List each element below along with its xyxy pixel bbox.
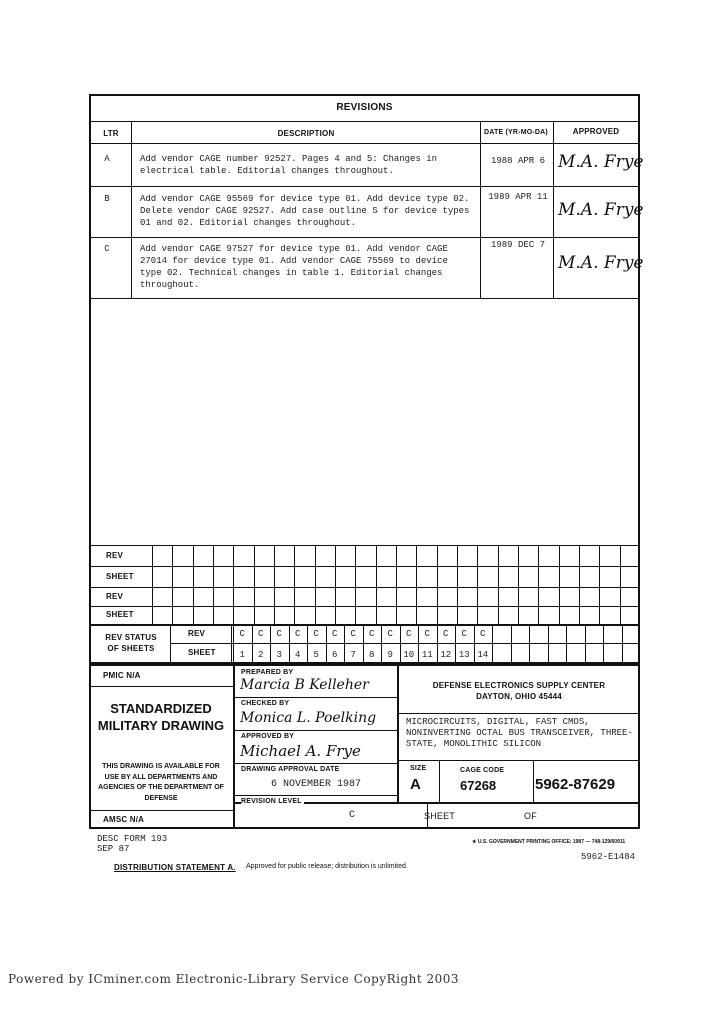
status-rev-cell: C [406, 629, 412, 639]
approval-date-label: DRAWING APPROVAL DATE [241, 766, 340, 773]
status-rev-cell: C [350, 629, 356, 639]
status-rev-cell: C [313, 629, 319, 639]
form-number: DESC FORM 193 [97, 834, 168, 844]
of-label: OF [524, 811, 537, 821]
grid-line [274, 545, 275, 624]
size-label: SIZE [410, 765, 427, 772]
status-rev-cell: C [461, 629, 467, 639]
status-rev-cell: C [258, 629, 264, 639]
approval-date-value: 6 NOVEMBER 1987 [270, 779, 361, 790]
col-header-approved: APPROVED [572, 127, 620, 136]
grid-line [599, 545, 600, 624]
grid-line [254, 545, 255, 624]
grid-line [315, 545, 316, 624]
availability-note: THIS DRAWING IS AVAILABLE FOR USE BY ALL DEPARTMENTS AND AGENCIES OF THE DEPARTMENT OF DEFENSE [98, 763, 224, 802]
status-rev-cell: C [443, 629, 449, 639]
rev-description-a: Add vendor CAGE number 92527. Pages 4 and 5: Changes in electrical table. Editorial changes throughout. [140, 154, 438, 176]
prepared-by-label: PREPARED BY [241, 669, 294, 676]
status-rev-cell: C [387, 629, 393, 639]
status-rev-cell: C [332, 629, 338, 639]
rev-approved-c: M.A. Frye [558, 253, 644, 273]
revisions-title: REVISIONS [336, 102, 393, 113]
grid-line [498, 545, 499, 624]
grid-rev-label-1: REV [106, 551, 124, 560]
col-header-ltr: LTR [103, 129, 119, 138]
agency-city: DAYTON, OHIO 45444 [476, 692, 562, 701]
status-sheet-cell: 4 [295, 650, 301, 660]
approved-by-signature: Michael A. Frye [240, 742, 361, 760]
rev-ltr-c: C [104, 244, 110, 254]
form-date: SEP 87 [97, 844, 130, 854]
grid-line [172, 545, 173, 624]
pmic-label: PMIC N/A [103, 671, 141, 680]
status-sheet-cell: 13 [458, 650, 470, 660]
grid-line [335, 545, 336, 624]
checked-by-label: CHECKED BY [241, 700, 290, 707]
grid-line [477, 545, 478, 624]
status-rev-label: REV [188, 629, 206, 638]
status-grid-line [511, 624, 512, 664]
grid-line [193, 545, 194, 624]
status-rev-cell: C [276, 629, 282, 639]
gpo-note: ★ U.S. GOVERNMENT PRINTING OFFICE: 1987 — 748-129/60911 [472, 839, 626, 845]
status-sheet-cell: 9 [387, 650, 393, 660]
status-grid-line [492, 624, 493, 664]
status-rev-cell: C [424, 629, 430, 639]
status-grid-line [585, 624, 586, 664]
rev-date-a: 1988 APR 6 [490, 156, 545, 166]
amsc-label: AMSC N/A [103, 815, 145, 824]
approved-by-label: APPROVED BY [241, 733, 295, 740]
status-rev-cell: C [480, 629, 486, 639]
status-sheet-cell: 12 [440, 650, 452, 660]
cage-label: CAGE CODE [460, 767, 505, 774]
status-rev-cell: C [295, 629, 301, 639]
status-sheet-cell: 1 [239, 650, 245, 660]
status-sheet-label: SHEET [188, 648, 216, 657]
grid-line [355, 545, 356, 624]
status-grid-line [566, 624, 567, 664]
rev-description-b: Add vendor CAGE 95569 for device type 01. Add device type 02. Delete vendor CAGE 92527. Add case outline S for device types 01 and 02. Editorial changes throughout. [140, 194, 470, 228]
grid-line [213, 545, 214, 624]
status-rev-cell: C [239, 629, 245, 639]
status-sheet-cell: 14 [477, 650, 489, 660]
status-sheet-cell: 11 [421, 650, 433, 660]
rev-status-of-sheets-label: REV STATUS OF SHEETS [105, 633, 157, 653]
grid-rev-label-2: REV [106, 592, 124, 601]
rev-date-c: 1989 DEC 7 [490, 240, 545, 250]
col-header-description: DESCRIPTION [277, 129, 335, 138]
status-sheet-cell: 6 [332, 650, 338, 660]
grid-line [416, 545, 417, 624]
grid-line [376, 545, 377, 624]
drawing-number: 5962-87629 [535, 776, 616, 793]
smd-title: STANDARDIZED MILITARY DRAWING [97, 701, 225, 733]
status-sheet-cell: 3 [276, 650, 282, 660]
col-header-date: DATE (YR-MO-DA) [484, 129, 548, 136]
status-sheet-cell: 8 [369, 650, 375, 660]
sheet-label: SHEET [424, 811, 456, 821]
rev-approved-b: M.A. Frye [558, 200, 644, 220]
agency-name: DEFENSE ELECTRONICS SUPPLY CENTER [432, 681, 606, 690]
rev-ltr-b: B [104, 194, 110, 204]
powered-by-banner: Powered by ICminer.com Electronic-Library Service CopyRight 2003 [8, 972, 460, 986]
distribution-statement-text: Approved for public release; distribution is unlimited. [246, 863, 408, 870]
grid-line [559, 545, 560, 624]
part-title: MICROCIRCUITS, DIGITAL, FAST CMOS, NONINVERTING OCTAL BUS TRANSCEIVER, THREE-STATE, MONOLITHIC SILICON [406, 717, 633, 749]
grid-line [457, 545, 458, 624]
rev-description-c: Add vendor CAGE 97527 for device type 01. Add vendor CAGE 27014 for device type 01. Add vendor CAGE 75569 to device type 02. Technical changes in table 1. Editorial changes throughout. [140, 244, 448, 290]
grid-sheet-label-2: SHEET [106, 610, 134, 619]
status-grid-line [548, 624, 549, 664]
rev-approved-a: M.A. Frye [558, 152, 644, 172]
grid-line [579, 545, 580, 624]
rev-date-b: 1989 APR 11 [488, 192, 548, 202]
grid-line [518, 545, 519, 624]
distribution-statement-label: DISTRIBUTION STATEMENT A. [114, 863, 236, 872]
status-grid-line [529, 624, 530, 664]
revision-level-value: C [348, 810, 355, 821]
grid-line [294, 545, 295, 624]
grid-line [437, 545, 438, 624]
status-rev-cell: C [369, 629, 375, 639]
status-sheet-cell: 7 [350, 650, 356, 660]
grid-sheet-label-1: SHEET [106, 572, 134, 581]
size-value: A [410, 776, 421, 793]
prepared-by-signature: Marcia B Kelleher [240, 677, 369, 693]
status-sheet-cell: 5 [313, 650, 319, 660]
document-id: 5962-E1484 [581, 852, 636, 862]
revision-level-label: REVISION LEVEL [241, 798, 302, 805]
grid-line [620, 545, 621, 624]
cage-value: 67268 [460, 778, 497, 793]
grid-line [396, 545, 397, 624]
rev-ltr-a: A [104, 154, 110, 164]
status-sheet-cell: 10 [403, 650, 415, 660]
grid-line [233, 545, 234, 624]
checked-by-signature: Monica L. Poelking [240, 710, 377, 726]
status-grid-line [603, 624, 604, 664]
grid-line [152, 545, 153, 624]
status-grid-line [622, 624, 623, 664]
grid-line [538, 545, 539, 624]
status-sheet-cell: 2 [258, 650, 264, 660]
